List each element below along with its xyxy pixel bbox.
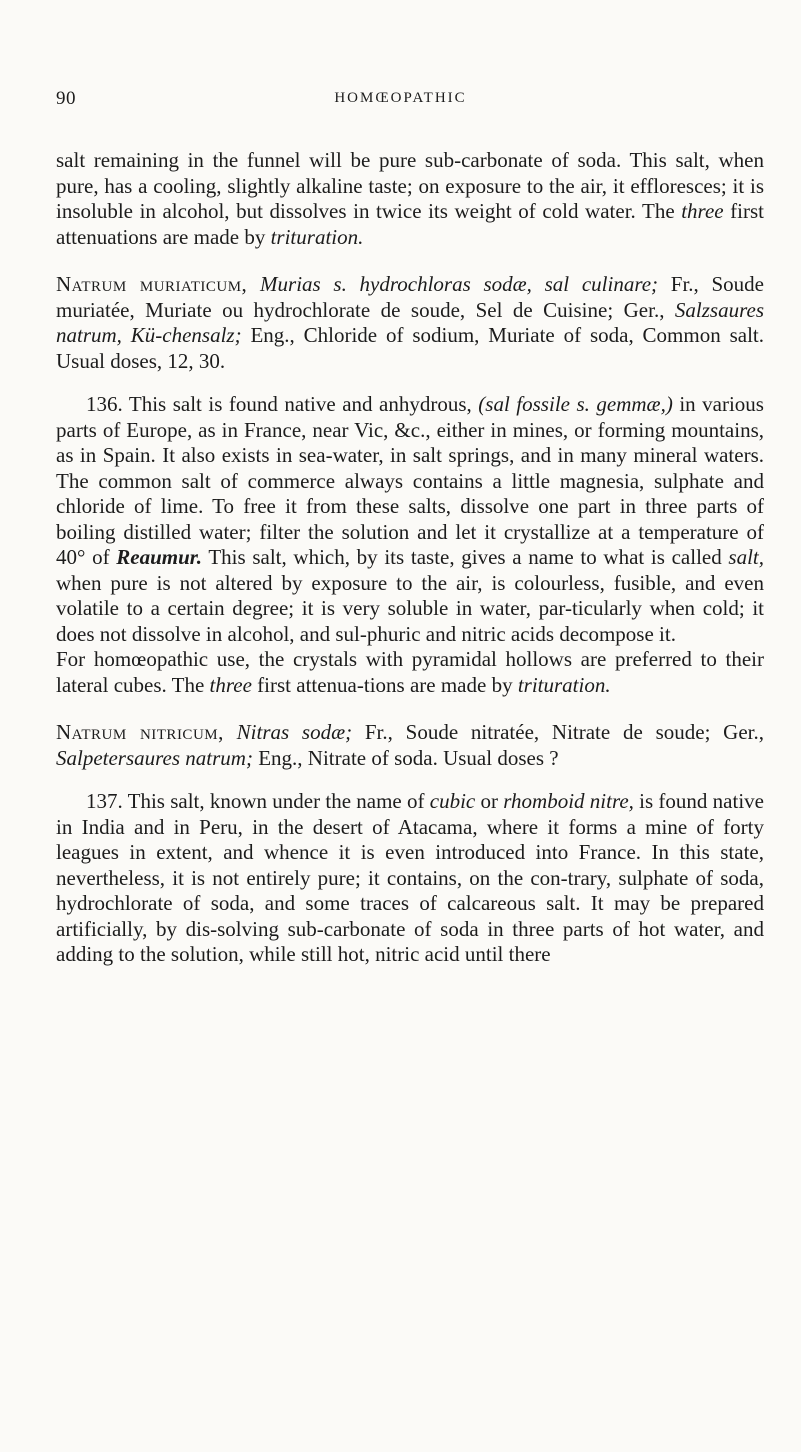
text-run: in various parts of Europe, as in France, near Vic, &c., either in mines, or forming mountains, as in Spain. It also exists in sea-water, in salt springs, and in many mineral waters. The common salt of commerce always contains a little magnesia, sulphate and chloride of lime. To free it from these salts, dissolve one part in three parts of boiling distilled water; filter the solution and let it crystallize at a temperature of 40° of — [56, 392, 764, 569]
entry-natrum-muriaticum — [56, 272, 764, 374]
paragraph-137 — [56, 789, 764, 968]
text-run: 137. This salt, known under the name of — [86, 789, 430, 813]
text-run: 136. This salt is found native and anhydrous, — [86, 392, 479, 416]
entry-heading: Natrum muriaticum, — [56, 272, 248, 296]
running-title: HOMŒOPATHIC — [334, 90, 467, 106]
text-run: For homœopathic use, the crystals with pyramidal hollows are preferred to their lateral cubes. The — [56, 647, 764, 697]
italic-run: three — [681, 199, 724, 223]
page-body — [56, 148, 764, 968]
text-run: Eng., Chloride of sodium, Muriate of soda, Common salt. Usual doses, 12, 30. — [56, 323, 764, 373]
italic-run: salt, — [728, 545, 764, 569]
paragraph-136-continued — [56, 647, 764, 698]
text-run — [247, 272, 260, 296]
italic-run: cubic — [429, 789, 476, 813]
text-run: This salt, which, by its taste, gives a name to what is called — [202, 545, 729, 569]
text-run: Fr., Soude nitratée, Nitrate de soude; Ger., — [352, 720, 764, 744]
italic-run: three — [209, 672, 252, 697]
text-run: Eng., Nitrate of soda. Usual doses ? — [252, 745, 559, 770]
page-header — [0, 88, 801, 114]
text-run: or — [475, 789, 504, 813]
italic-run: (sal fossile s. gemmæ,) — [478, 392, 673, 416]
text-run: is found native in India and in Peru, in the desert of Atacama, where it forms a mine of forty leagues in extent, and whence it is even introduced into France. In this state, nevertheless, it is not entirely pure; it contains, on the con-trary, sulphate of soda, hydrochlorate of soda, and some traces of calcareous salt. It may be prepared artificially, by dis-solving sub-carbonate of soda in three parts of hot water, and adding to the solution, while still hot, nitric acid until there — [56, 789, 764, 966]
italic-run: trituration. — [517, 672, 611, 697]
text-run — [224, 720, 237, 744]
entry-natrum-nitricum — [56, 720, 764, 771]
italic-run: rhomboid nitre, — [503, 789, 634, 813]
text-run: Fr., Soude muriatée, Muriate ou hydrochlorate de soude, Sel de Cuisine; Ger., — [56, 272, 764, 322]
text-run: when pure is not altered by exposure to the air, is colourless, fusible, and even volatile to a certain degree; it is very soluble in water, par-ticularly when cold; it does not dissolve in alcohol, and sul-phuric and nitric acids decompose it. — [56, 570, 764, 646]
italic-run: Nitras sodæ; — [236, 720, 353, 744]
entry-heading: Natrum nitricum, — [56, 720, 224, 744]
page-number: 90 — [56, 88, 76, 109]
italic-run: trituration. — [270, 224, 364, 249]
italic-run: Salpetersaures natrum; — [56, 745, 253, 770]
italic-run: Salzsaures natrum, Kü-chensalz; — [56, 297, 764, 347]
text-run: salt remaining in the funnel will be pure sub-carbonate of soda. This salt, when pure, has a cooling, slightly alkaline taste; on exposure to the air, it effloresces; it is insoluble in alcohol, but dissolves in twice its weight of cold water. The — [56, 148, 764, 223]
text-run: first attenuations are made by — [56, 199, 765, 249]
italic-run: Murias s. hydrochloras sodæ, sal culinare; — [260, 272, 659, 296]
italic-run: Reaumur. — [116, 545, 203, 569]
paragraph-136 — [56, 392, 764, 647]
paragraph-continuation — [56, 148, 764, 250]
text-run: first attenua-tions are made by — [251, 672, 518, 697]
